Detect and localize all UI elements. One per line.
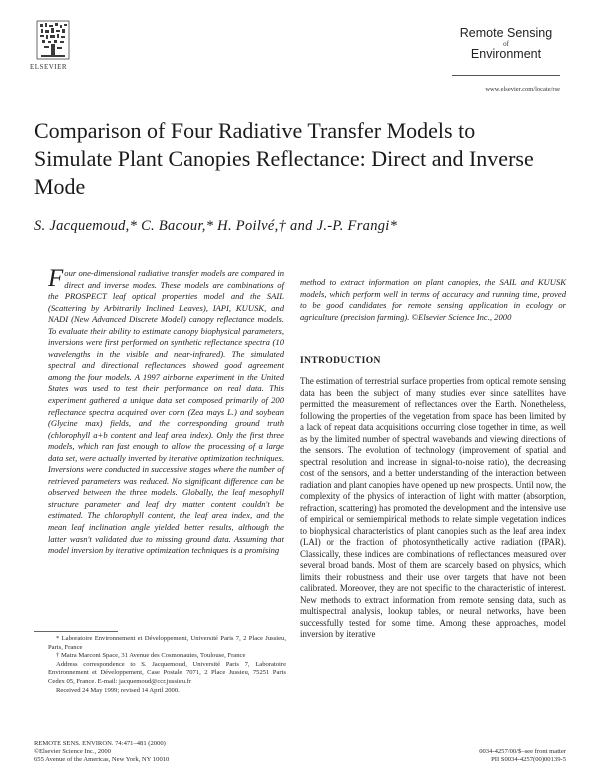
author-list: S. Jacquemoud,* C. Bacour,* H. Poilvé,† and J.-P. Frangi* [34,218,398,234]
article-codes [380,748,566,764]
abstract-drop-cap: F [48,265,64,292]
footnote-received: Received 24 May 1999; revised 14 April 2000. [56,686,180,694]
abstract [48,265,284,557]
abstract-text: our one-dimensional radiative transfer models are compared in direct and inverse modes. These models are combinations of the PROSPECT leaf optical properties model and the SAIL (Scattering by Arbitrarily Inclined Leaves), IAPI, KUUSK, and NADI (New Advanced Discrete Model) canopy reflectance models. To evaluate their ability to estimate canopy biophysical parameters, inversions were first performed on synthetic reflectance spectra (10 wavelengths in the visible and near-infrared). The simulated spectral and directional reflectances showed good agreement among the four models. A 1997 airborne experiment in the United States was used to test their performance on real data. This experiment gathered a unique data set composed primarily of 200 reflectance spectra acquired over corn (Zea mays L.) and soybean (Glycine max) fields, and the corresponding ground truth (chlorophyll a+b content and leaf area index). Only the first three models, which ran fast enough to allow the processing of a large data set, were actually inverted by iterative optimization techniques. Inversions were conducted in successive stages where the number of retrieved parameters was reduced. No significant difference can be observed between the three models. Globally, the leaf mesophyll structure parameter and leaf dry matter content couldn't be estimated. The chlorophyll content, the leaf area index, and the mean leaf inclination angle yielded better results, although the latter wasn't validated due to missing ground data. Assuming that model inversion by iterative optimization techniques is a promising [48,268,284,556]
abstract-continuation: method to extract information on plant canopies, the SAIL and KUUSK models, which perform well in terms of accuracy and running time, proved to be good candidates for remote sensing application in ecology or agriculture (precision farming). ©Elsevier Science Inc., 2000 [300,277,566,322]
journal-name-line1: Remote Sensing [459,26,553,40]
issn-line: 0034-4257/00/$–see front matter [479,748,566,755]
publisher-name: ELSEVIER [30,63,68,71]
footnote-correspondence: Address correspondence to S. Jacquemoud, Université Paris 7, Laboratoire Environnement et Développement, Case Postale 7071, 2 Place Jussieu, 75251 Paris Cedex 05, France. E-mail: jacquemoud@ccr.jussieu.fr [48,660,286,685]
article-title: Comparison of Four Radiative Transfer Models to Simulate Plant Canopies Reflectance: Direct and Inverse Mode [34,118,534,199]
introduction-text: The estimation of terrestrial surface properties from optical remote sensing data has been the subject of many studies ever since satellites have permitted the measurement of reflectances over the Earth. Nonetheless, following the properties of the vegetation from space has been limited by a lack of repeat data acquisitions occurring close together in time, as well as by the limited number of spectral wavebands and viewing directions of the sensors. The evolution of technology (improvement of spatial and spectral resolution and increase in signal-to-noise ratio), the decreasing cost of the sensors, and a better understanding of the interaction between radiation and plant canopies have opened up new prospects. Until now, the complexity of the physics of interaction of light with matter (absorption, refraction, scattering) has promoted the development and the intensive use of empirical or semiempirical methods to relate simple vegetation indices to biophysical characteristics of plant canopies such as the leaf area index (LAI) or the fraction of photosynthetically active radiation (fPAR). Classically, these indices are combinations of reflectances measured over several broad bands. Most of them are scarcely based on physics, which limits their robustness and their use over targets that have not been calibrated. Moreover, they are not specific to the characteristic of interest. New methods to extract information from remote sensing data, such as multispectral analysis, lookup tables, or neural networks, have been successfully tested for some time. Among these approaches, model inversion by iterative [300,376,566,639]
section-heading-introduction: INTRODUCTION [300,356,381,366]
journal-name-line2: of [503,39,509,48]
journal-masthead [452,27,560,60]
masthead-divider [452,75,560,76]
journal-name-line3: Environment [470,46,542,61]
footnote-divider [34,631,118,632]
copyright-line: ©Elsevier Science Inc., 2000 [34,748,111,755]
journal-citation: REMOTE SENS. ENVIRON. 74:471–481 (2000) [34,740,166,747]
pii-line: PII S0034-4257(00)00139-5 [491,756,566,763]
footnotes [48,635,286,695]
bibliographic-info [34,740,294,764]
journal-url: www.elsevier.com/locate/rse [485,86,560,93]
elsevier-tree-logo [36,20,70,60]
publisher-address: 655 Avenue of the Americas, New York, NY 10010 [34,756,170,763]
footnote-affiliation-1: * Laboratoire Environnement et Développement, Université Paris 7, 2 Place Jussieu, Paris, France [48,635,286,651]
footnote-affiliation-2: † Matra Marconi Space, 31 Avenue des Cosmonautes, Toulouse, France [56,652,246,660]
